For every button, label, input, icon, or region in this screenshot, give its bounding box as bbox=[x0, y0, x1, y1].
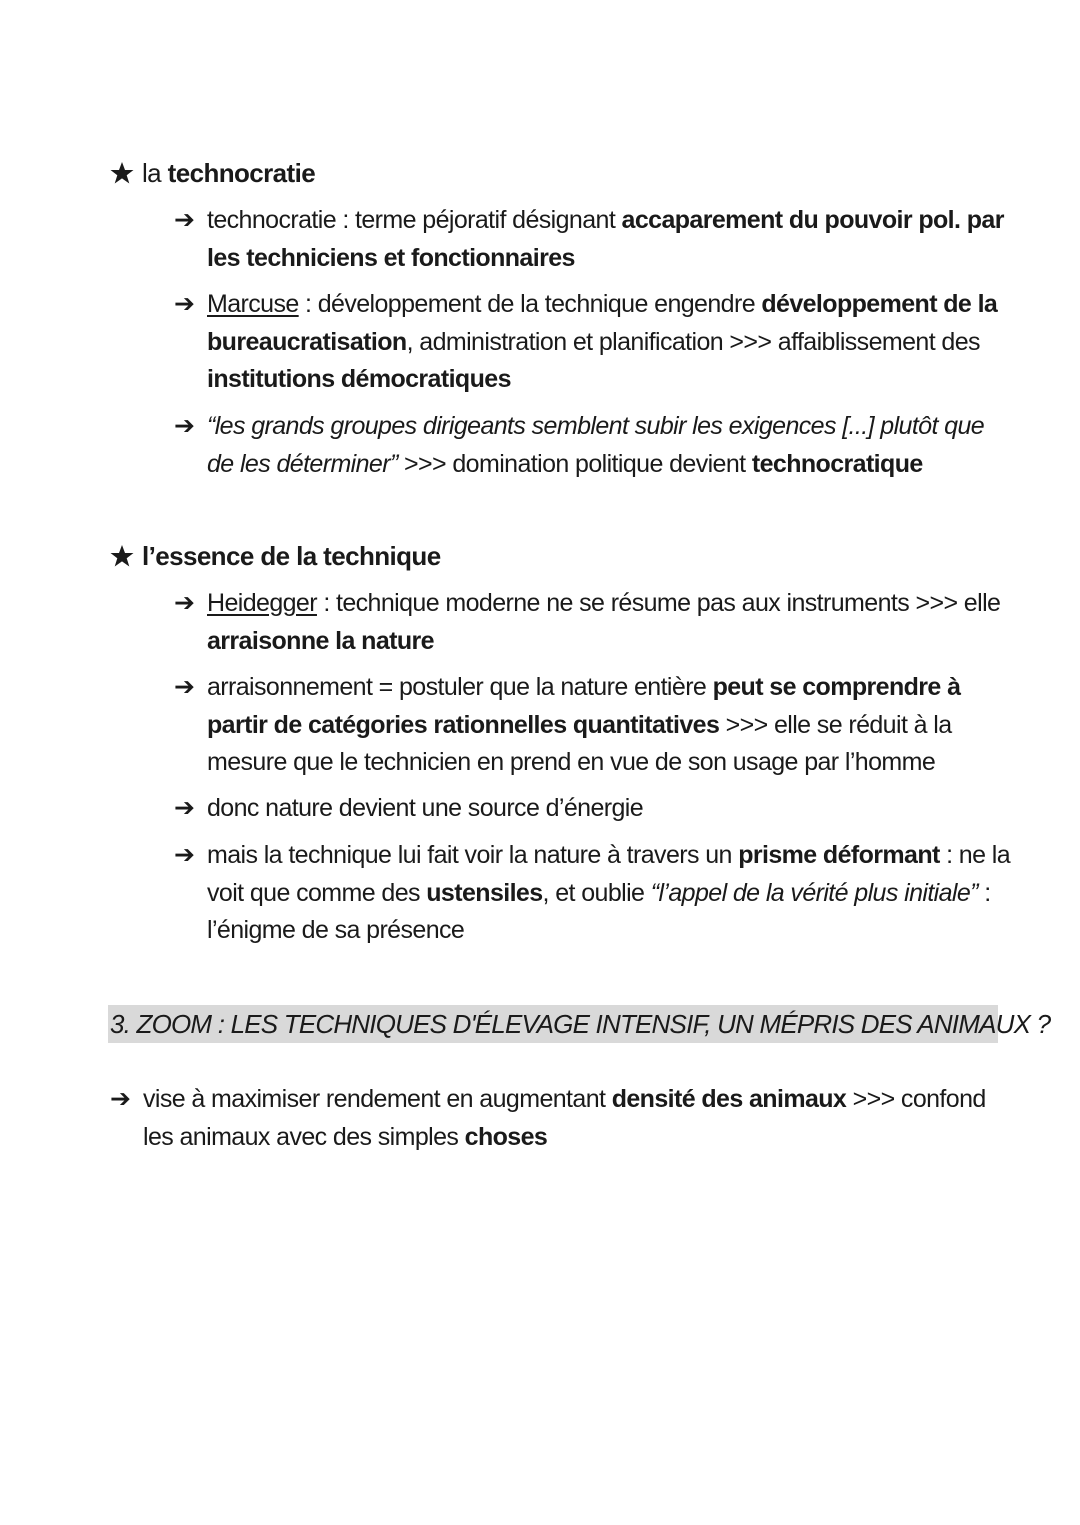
arrow-icon: ➔ bbox=[174, 589, 195, 617]
text-run: technocratie : terme péjoratif désignant bbox=[207, 206, 622, 234]
arrow-icon: ➔ bbox=[174, 794, 195, 822]
text-run: mais la technique lui fait voir la nature à travers un bbox=[207, 841, 739, 869]
text-run: : technique moderne ne se résume pas aux instruments >>> elle bbox=[316, 589, 1001, 617]
bullet-text bbox=[207, 837, 1014, 950]
arrow-icon: ➔ bbox=[174, 412, 195, 440]
bullet-item bbox=[174, 286, 1014, 399]
zoom-title: 3. ZOOM : LES TECHNIQUES D'ÉLEVAGE INTENSIF, UN MÉPRIS DES ANIMAUX ? bbox=[110, 1009, 1051, 1039]
text-run: prisme déformant bbox=[738, 841, 940, 869]
text-run: : ne la voit que comme des bbox=[207, 841, 1010, 907]
text-run: donc nature devient une source d’énergie bbox=[207, 794, 644, 822]
text-run: accaparement du pouvoir pol. par les techniciens et fonctionnaires bbox=[207, 206, 1004, 272]
star-icon bbox=[110, 161, 134, 185]
author-name: Marcuse bbox=[207, 290, 299, 318]
text-run: choses bbox=[464, 1122, 548, 1151]
text-run: >>> domination politique devient bbox=[397, 449, 752, 478]
bullet-text bbox=[207, 669, 1014, 782]
bullet-item bbox=[174, 837, 1014, 950]
star-icon bbox=[110, 544, 134, 568]
zoom-bullet-item bbox=[110, 1081, 1010, 1156]
text-run: développement de la bureaucratisation bbox=[207, 290, 998, 356]
heading-title: l’essence de la technique bbox=[142, 541, 441, 571]
text-run: “les grands groupes dirigeants semblent subir les exigences [...] plutôt que de les déterminer” bbox=[207, 412, 985, 478]
bullet-text bbox=[207, 202, 1014, 277]
heading-prefix: la bbox=[142, 158, 162, 188]
bullet-text bbox=[207, 790, 1014, 828]
arrow-icon: ➔ bbox=[110, 1085, 131, 1113]
section-heading-technocratie bbox=[110, 155, 315, 191]
bullet-text bbox=[207, 585, 1014, 660]
text-run: vise à maximiser rendement en augmentant bbox=[143, 1085, 612, 1113]
text-run: : développement de la technique engendre bbox=[298, 290, 762, 318]
text-run: densité des animaux bbox=[611, 1085, 847, 1113]
section-heading-essence bbox=[110, 538, 441, 574]
text-run: institutions démocratiques bbox=[207, 365, 511, 393]
bullet-text bbox=[207, 286, 1014, 399]
bullet-item bbox=[174, 585, 1014, 660]
arrow-icon: ➔ bbox=[174, 290, 195, 318]
bullet-text bbox=[207, 408, 1014, 483]
text-run: peut se comprendre à partir de catégories rationnelles quantitatives bbox=[207, 673, 961, 739]
bullet-item bbox=[174, 202, 1014, 277]
arrow-icon: ➔ bbox=[174, 673, 195, 701]
text-run: technocratique bbox=[751, 449, 923, 478]
bullet-text bbox=[143, 1081, 1010, 1156]
bullet-item bbox=[174, 790, 1014, 828]
zoom-section-heading bbox=[108, 1005, 1051, 1043]
text-run: >>> elle se réduit à la mesure que le technicien en prend en vue de son usage par l’homme bbox=[207, 710, 952, 776]
author-name: Heidegger bbox=[207, 589, 317, 617]
text-run: arraisonne la nature bbox=[207, 626, 434, 655]
arrow-icon: ➔ bbox=[174, 841, 195, 869]
arrow-icon: ➔ bbox=[174, 206, 195, 234]
bullet-item bbox=[174, 669, 1014, 782]
heading-title: technocratie bbox=[167, 158, 316, 188]
text-run: arraisonnement = postuler que la nature entière bbox=[207, 673, 713, 701]
text-run: ustensiles bbox=[426, 878, 543, 907]
text-run: >>> confond les animaux avec des simples bbox=[143, 1085, 986, 1151]
text-run: , et oublie bbox=[542, 878, 651, 907]
text-run: : l’énigme de sa présence bbox=[207, 878, 991, 944]
bullet-item bbox=[174, 408, 1014, 483]
text-run: “l’appel de la vérité plus initiale” bbox=[650, 878, 978, 907]
text-run: , administration et planification >>> affaiblissement des bbox=[406, 327, 980, 356]
